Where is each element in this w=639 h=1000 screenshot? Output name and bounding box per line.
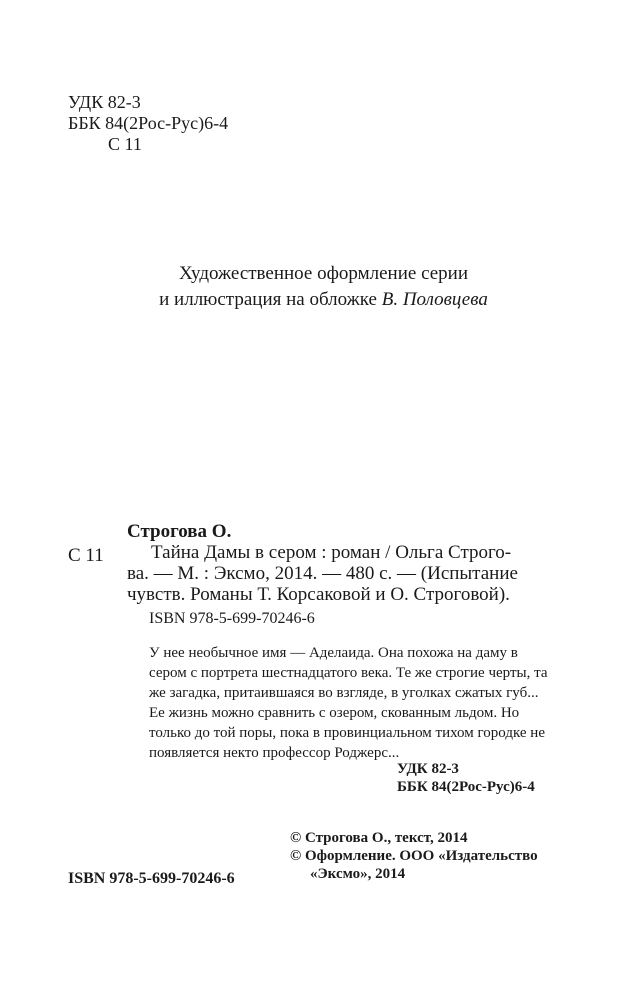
design-credit-line-2	[0, 287, 639, 313]
annotation-line: же загадка, притаившаяся во взгляде, в уголках сжатых губ...	[149, 685, 539, 701]
bbk-code: ББК 84(2Рос-Рус)6-4	[68, 113, 229, 133]
catalog-isbn: ISBN 978-5-699-70246-6	[149, 610, 315, 627]
catalog-author: Строгова О.	[127, 521, 232, 542]
catalog-line: ва. — М. : Эксмо, 2014. — 480 с. — (Испытание	[127, 563, 518, 584]
top-classification-codes	[68, 92, 228, 155]
annotation-line: У нее необычное имя — Аделаида. Она похожа на даму в	[149, 645, 518, 661]
copyright-publisher: «Эксмо», 2014	[310, 866, 406, 882]
annotation	[149, 643, 548, 763]
author-mark: С 11	[108, 134, 142, 154]
catalog-line: чувств. Романы Т. Корсаковой и О. Строговой).	[127, 584, 510, 605]
design-credit-prefix: и иллюстрация на обложке	[159, 289, 377, 310]
copyright-text: © Строгова О., текст, 2014	[290, 830, 468, 846]
catalog-line: Тайна Дамы в сером : роман / Ольга Строго-	[151, 542, 512, 563]
design-credit-line-1: Художественное оформление серии	[178, 263, 469, 284]
design-credit	[0, 261, 639, 313]
bottom-bbk-code: ББК 84(2Рос-Рус)6-4	[397, 779, 535, 795]
annotation-line: только до той поры, пока в провинциальном тихом городке не	[149, 725, 545, 741]
artist-name: В. Половцева	[381, 289, 488, 310]
catalog-author-index: С 11	[68, 545, 104, 566]
catalog-card	[127, 521, 518, 605]
bottom-udk-code: УДК 82-3	[397, 761, 459, 777]
isbn-bottom: ISBN 978-5-699-70246-6	[68, 870, 235, 887]
annotation-line: Ее жизнь можно сравнить с озером, скованным льдом. Но	[149, 705, 520, 721]
udk-code: УДК 82-3	[68, 92, 141, 112]
annotation-line: сером с портрета шестнадцатого века. Те же строгие черты, та	[149, 665, 548, 681]
annotation-line: появляется некто профессор Роджерс...	[149, 745, 400, 761]
copyright-design: © Оформление. ООО «Издательство	[290, 848, 538, 864]
copyright-block	[290, 829, 538, 883]
bottom-classification-codes	[397, 760, 535, 796]
